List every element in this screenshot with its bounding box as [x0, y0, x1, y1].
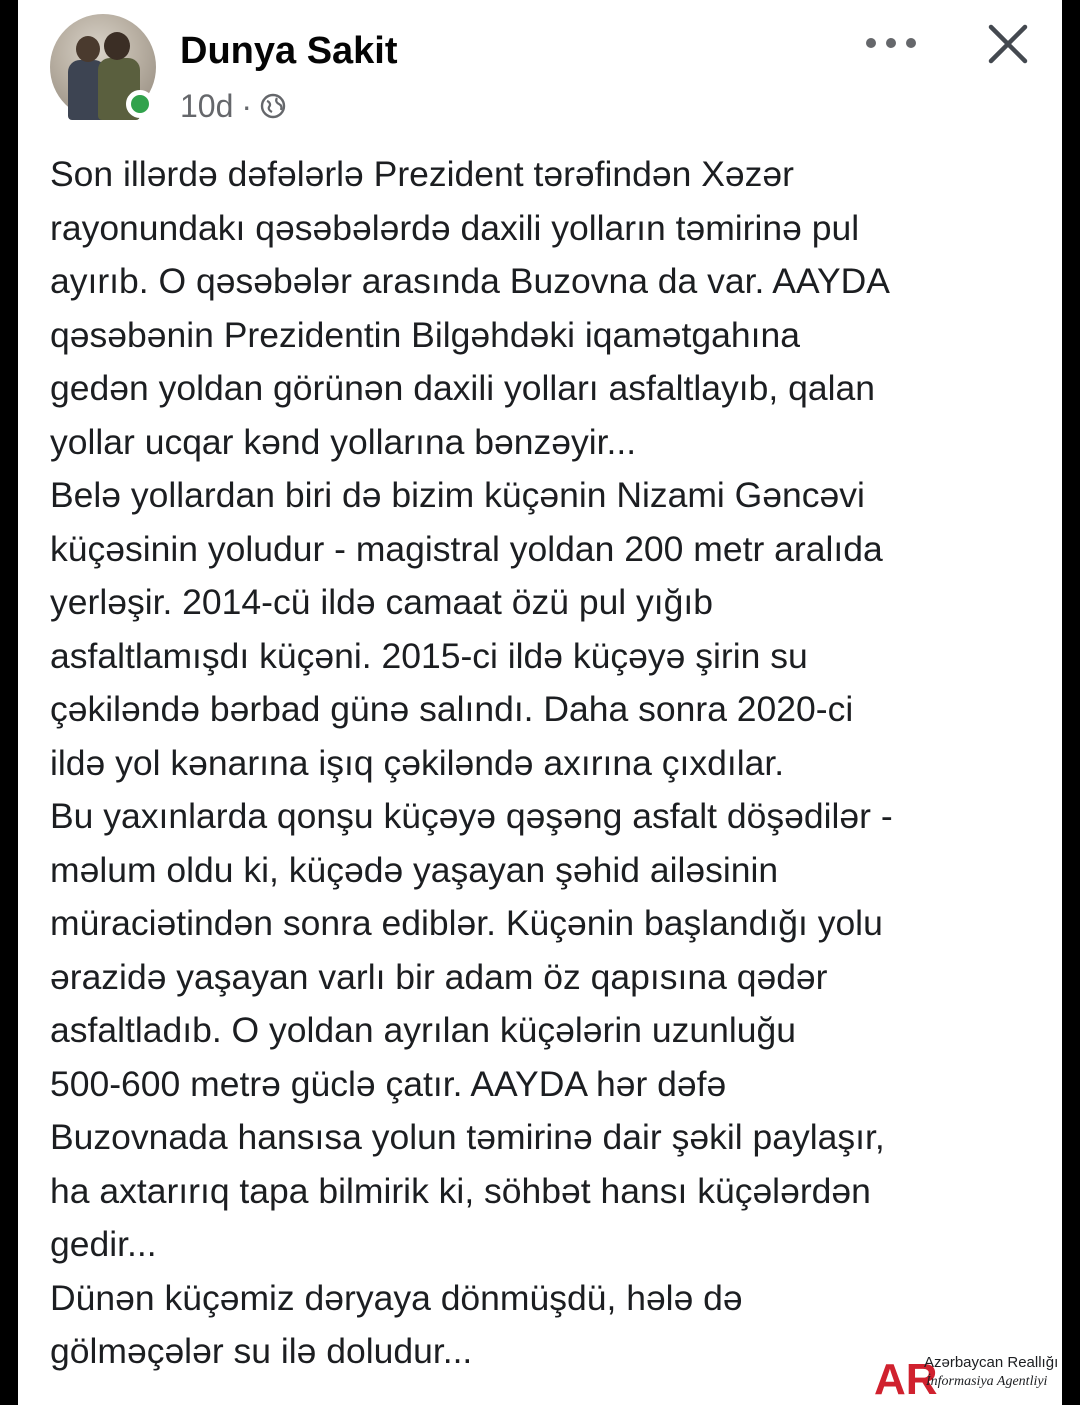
dot-shape [886, 38, 896, 48]
post-line: Belə yollardan biri də bizim küçənin Nizami Gəncəvi [50, 475, 865, 515]
post-line: ərazidə yaşayan varlı bir adam öz qapısına qədər [50, 956, 828, 997]
post-line: Dünən küçəmiz dəryaya dönmüşdü, hələ də [50, 1277, 743, 1318]
avatar-figure [104, 32, 130, 60]
post-line: çəkiləndə bərbad günə salındı. Daha sonra 2020-ci [50, 689, 854, 729]
post-line: asfaltlamışdı küçəni. 2015-ci ildə küçəyə şirin su [50, 635, 808, 676]
post-line: müraciətindən sonra ediblər. Küçənin başlandığı yolu [50, 903, 883, 943]
post-line: ayırıb. O qəsəbələr arasında Buzovna da var. AAYDA [50, 261, 890, 301]
online-status-dot [126, 90, 154, 118]
post-line: yollar ucqar kənd yollarına bənzəyir... [50, 421, 637, 462]
post-header [18, 0, 1062, 140]
post-line: gedən yoldan görünən daxili yolları asfaltlayıb, qalan [50, 368, 875, 408]
avatar-figure [76, 36, 100, 62]
agency-logo-icon [874, 1355, 938, 1404]
post-line: Buzovnada hansısa yolun təmirinə dair şəkil paylaşır, [50, 1117, 885, 1157]
dot-shape [866, 38, 876, 48]
post-line: 500-600 metrə güclə çatır. AAYDA hər dəfə [50, 1063, 727, 1104]
post-time[interactable]: 10d [180, 87, 234, 124]
agency-watermark [874, 1352, 1064, 1404]
post-line: rayonundakı qəsəbələrdə daxili yolların təmirinə pul [50, 207, 860, 248]
watermark-line-2: İnformasiya Agentliyi [926, 1374, 1048, 1389]
post-line: Bu yaxınlarda qonşu küçəyə qəşəng asfalt döşədilər - [50, 796, 893, 836]
post-line: Son illərdə dəfələrlə Prezident tərəfindən Xəzər [50, 154, 794, 194]
close-icon[interactable] [986, 22, 1030, 66]
post-line: gedir... [50, 1224, 157, 1264]
meta-separator: · [241, 87, 253, 124]
dot-shape [906, 38, 916, 48]
post-meta [180, 84, 286, 128]
svg-text:AR: AR [874, 1355, 938, 1404]
post-line: qəsəbənin Prezidentin Bilgəhdəki iqamətgahına [50, 314, 800, 355]
post-line: ildə yol kənarına işıq çəkiləndə axırına çıxdılar. [50, 742, 785, 783]
post-line: gölməçələr su ilə doludur... [50, 1331, 473, 1371]
post-line: yerləşir. 2014-cü ildə camaat özü pul yığıb [50, 582, 714, 622]
post-frame [18, 0, 1062, 1405]
post-line: məlum oldu ki, küçədə yaşayan şəhid ailəsinin [50, 849, 779, 890]
watermark-line-1: Azərbaycan Reallığı [924, 1354, 1059, 1371]
post-line: ha axtarırıq tapa bilmirik ki, söhbət hansı küçələrdən [50, 1170, 871, 1211]
post-line: küçəsinin yoludur - magistral yoldan 200 metr aralıda [50, 528, 883, 569]
post-line: asfaltladıb. O yoldan ayrılan küçələrin uzunluğu [50, 1010, 796, 1050]
author-name[interactable]: Dunya Sakit [180, 30, 398, 72]
globe-icon [260, 93, 286, 119]
more-options-icon[interactable] [866, 28, 916, 58]
post-text [50, 148, 1050, 1379]
